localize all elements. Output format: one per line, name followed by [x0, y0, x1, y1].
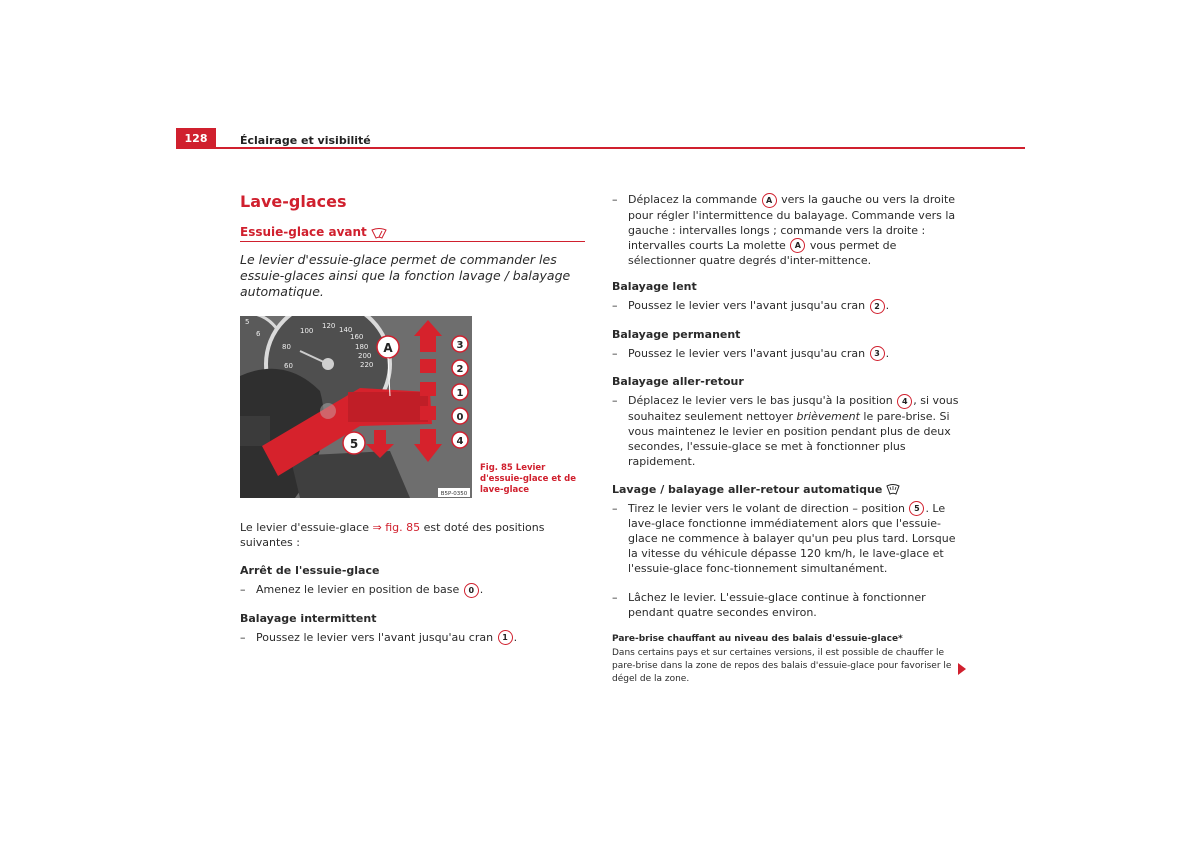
continue-arrow-icon: [958, 663, 966, 675]
note-body: Dans certains pays et sur certaines versions, il est possible de chauffer le pare-brise dans la zone de repos des balais d'essuie-glace pour favoriser le dégel de la zone.: [612, 648, 952, 684]
gauge-number: 5: [245, 318, 250, 326]
section-heading: Balayage permanent: [612, 327, 741, 341]
intro-text: Le levier d'essuie-glace permet de commander les essuie-glaces ainsi que la fonction lavage / balayage automatique.: [240, 252, 571, 299]
instruction-item: – Amenez le levier en position de base 0 .: [240, 583, 484, 596]
instruction-item: – Déplacez la commande A vers la gauche ou vers la droite pour régler l'intermittence du balayage. Commande vers la gauche : intervalles longs ; commande vers la droite : intervalles courts La molette A vous permet de sélectionner quatre degrés d'inter-mittence.: [612, 193, 956, 267]
instruction-item: – Déplacez le levier vers le bas jusqu'à la position 4 , si vous souhaitez seulement nettoyer brièvement le pare-brise. Si vous maintenez le levier en position pendant plus de deux secondes, l'essuie-glace se met à fonctionner plus rapidement.: [612, 394, 959, 468]
figure-link[interactable]: ⇒ fig. 85: [372, 521, 421, 534]
section-heading: Lavage / balayage aller-retour automatique: [612, 483, 964, 496]
washer-wiper-icon: [886, 483, 900, 495]
callout-A: A: [383, 341, 393, 355]
position-label: 4: [456, 436, 464, 447]
instruction-item: – Poussez le levier vers l'avant jusqu'au cran 3 .: [612, 346, 890, 360]
instruction-item: – Lâchez le levier. L'essuie-glace continue à fonctionner pendant quatre secondes environ.: [612, 591, 926, 619]
position-badge: 2: [870, 299, 885, 314]
position-badge: 4: [897, 394, 912, 409]
position-label: 3: [456, 340, 464, 351]
position-label: 2: [456, 364, 464, 375]
running-header: Éclairage et visibilité: [240, 134, 371, 147]
instruction-item: – Poussez le levier vers l'avant jusqu'au cran 2 .: [612, 299, 890, 312]
position-badge: 5: [909, 501, 924, 516]
callout-5: 5: [349, 437, 359, 451]
instruction-item: – Poussez le levier vers l'avant jusqu'au cran 1 .: [240, 630, 518, 644]
figure-85: [240, 316, 585, 498]
gauge-number: 60: [284, 362, 293, 370]
figure-caption: Fig. 85 Levier d'essuie-glace et de lave-glace: [480, 463, 576, 495]
gauge-number: 220: [360, 361, 374, 369]
gauge-number: 200: [358, 352, 372, 360]
gauge-number: 180: [355, 343, 369, 351]
page-number: 128: [176, 128, 216, 148]
right-column: [612, 192, 964, 686]
note-title: Pare-brise chauffant au niveau des balais d'essuie-glace*: [612, 634, 903, 644]
section-heading: Balayage lent: [612, 280, 697, 293]
section-heading: Balayage aller-retour: [612, 375, 744, 388]
subsection-title-text: Essuie-glace avant: [240, 225, 367, 239]
gauge-number: 160: [350, 333, 364, 341]
position-badge: A: [790, 238, 805, 253]
position-badge: 1: [498, 630, 513, 645]
gauge-number: 120: [322, 322, 336, 330]
gauge-number: 6: [256, 330, 261, 338]
position-badge: 0: [464, 583, 479, 598]
figure-reference-paragraph: Le levier d'essuie-glace ⇒ fig. 85 est doté des positions suivantes :: [240, 521, 545, 549]
section-heading: Arrêt de l'essuie-glace: [240, 564, 380, 577]
header-rule: [176, 147, 1025, 149]
left-column: [240, 192, 585, 659]
section-title: Lave-glaces: [240, 192, 347, 211]
figure-code: B5P-0350: [440, 491, 468, 497]
windshield-wiper-icon: [371, 228, 387, 239]
position-label: 1: [456, 388, 464, 399]
gauge-number: 100: [300, 327, 314, 335]
gauge-number: 140: [339, 326, 353, 334]
position-label: 0: [456, 412, 464, 423]
section-heading: Balayage intermittent: [240, 611, 377, 625]
subsection-title: [240, 225, 585, 242]
gauge-number: 80: [282, 343, 291, 351]
position-badge: 3: [870, 346, 885, 361]
wiper-lever-illustration: [240, 316, 472, 498]
instruction-item: – Tirez le levier vers le volant de direction – position 5 . Le lave-glace fonctionne immédiatement alors que l'essuie-glace ne commence à balayer qu'un peu plus tard. Lorsque la vitesse du véhicule dépasse 120 km/h, le lave-glace et l'essuie-glace fonc-tionnement simultanément.: [612, 501, 956, 575]
position-badge: A: [762, 193, 777, 208]
